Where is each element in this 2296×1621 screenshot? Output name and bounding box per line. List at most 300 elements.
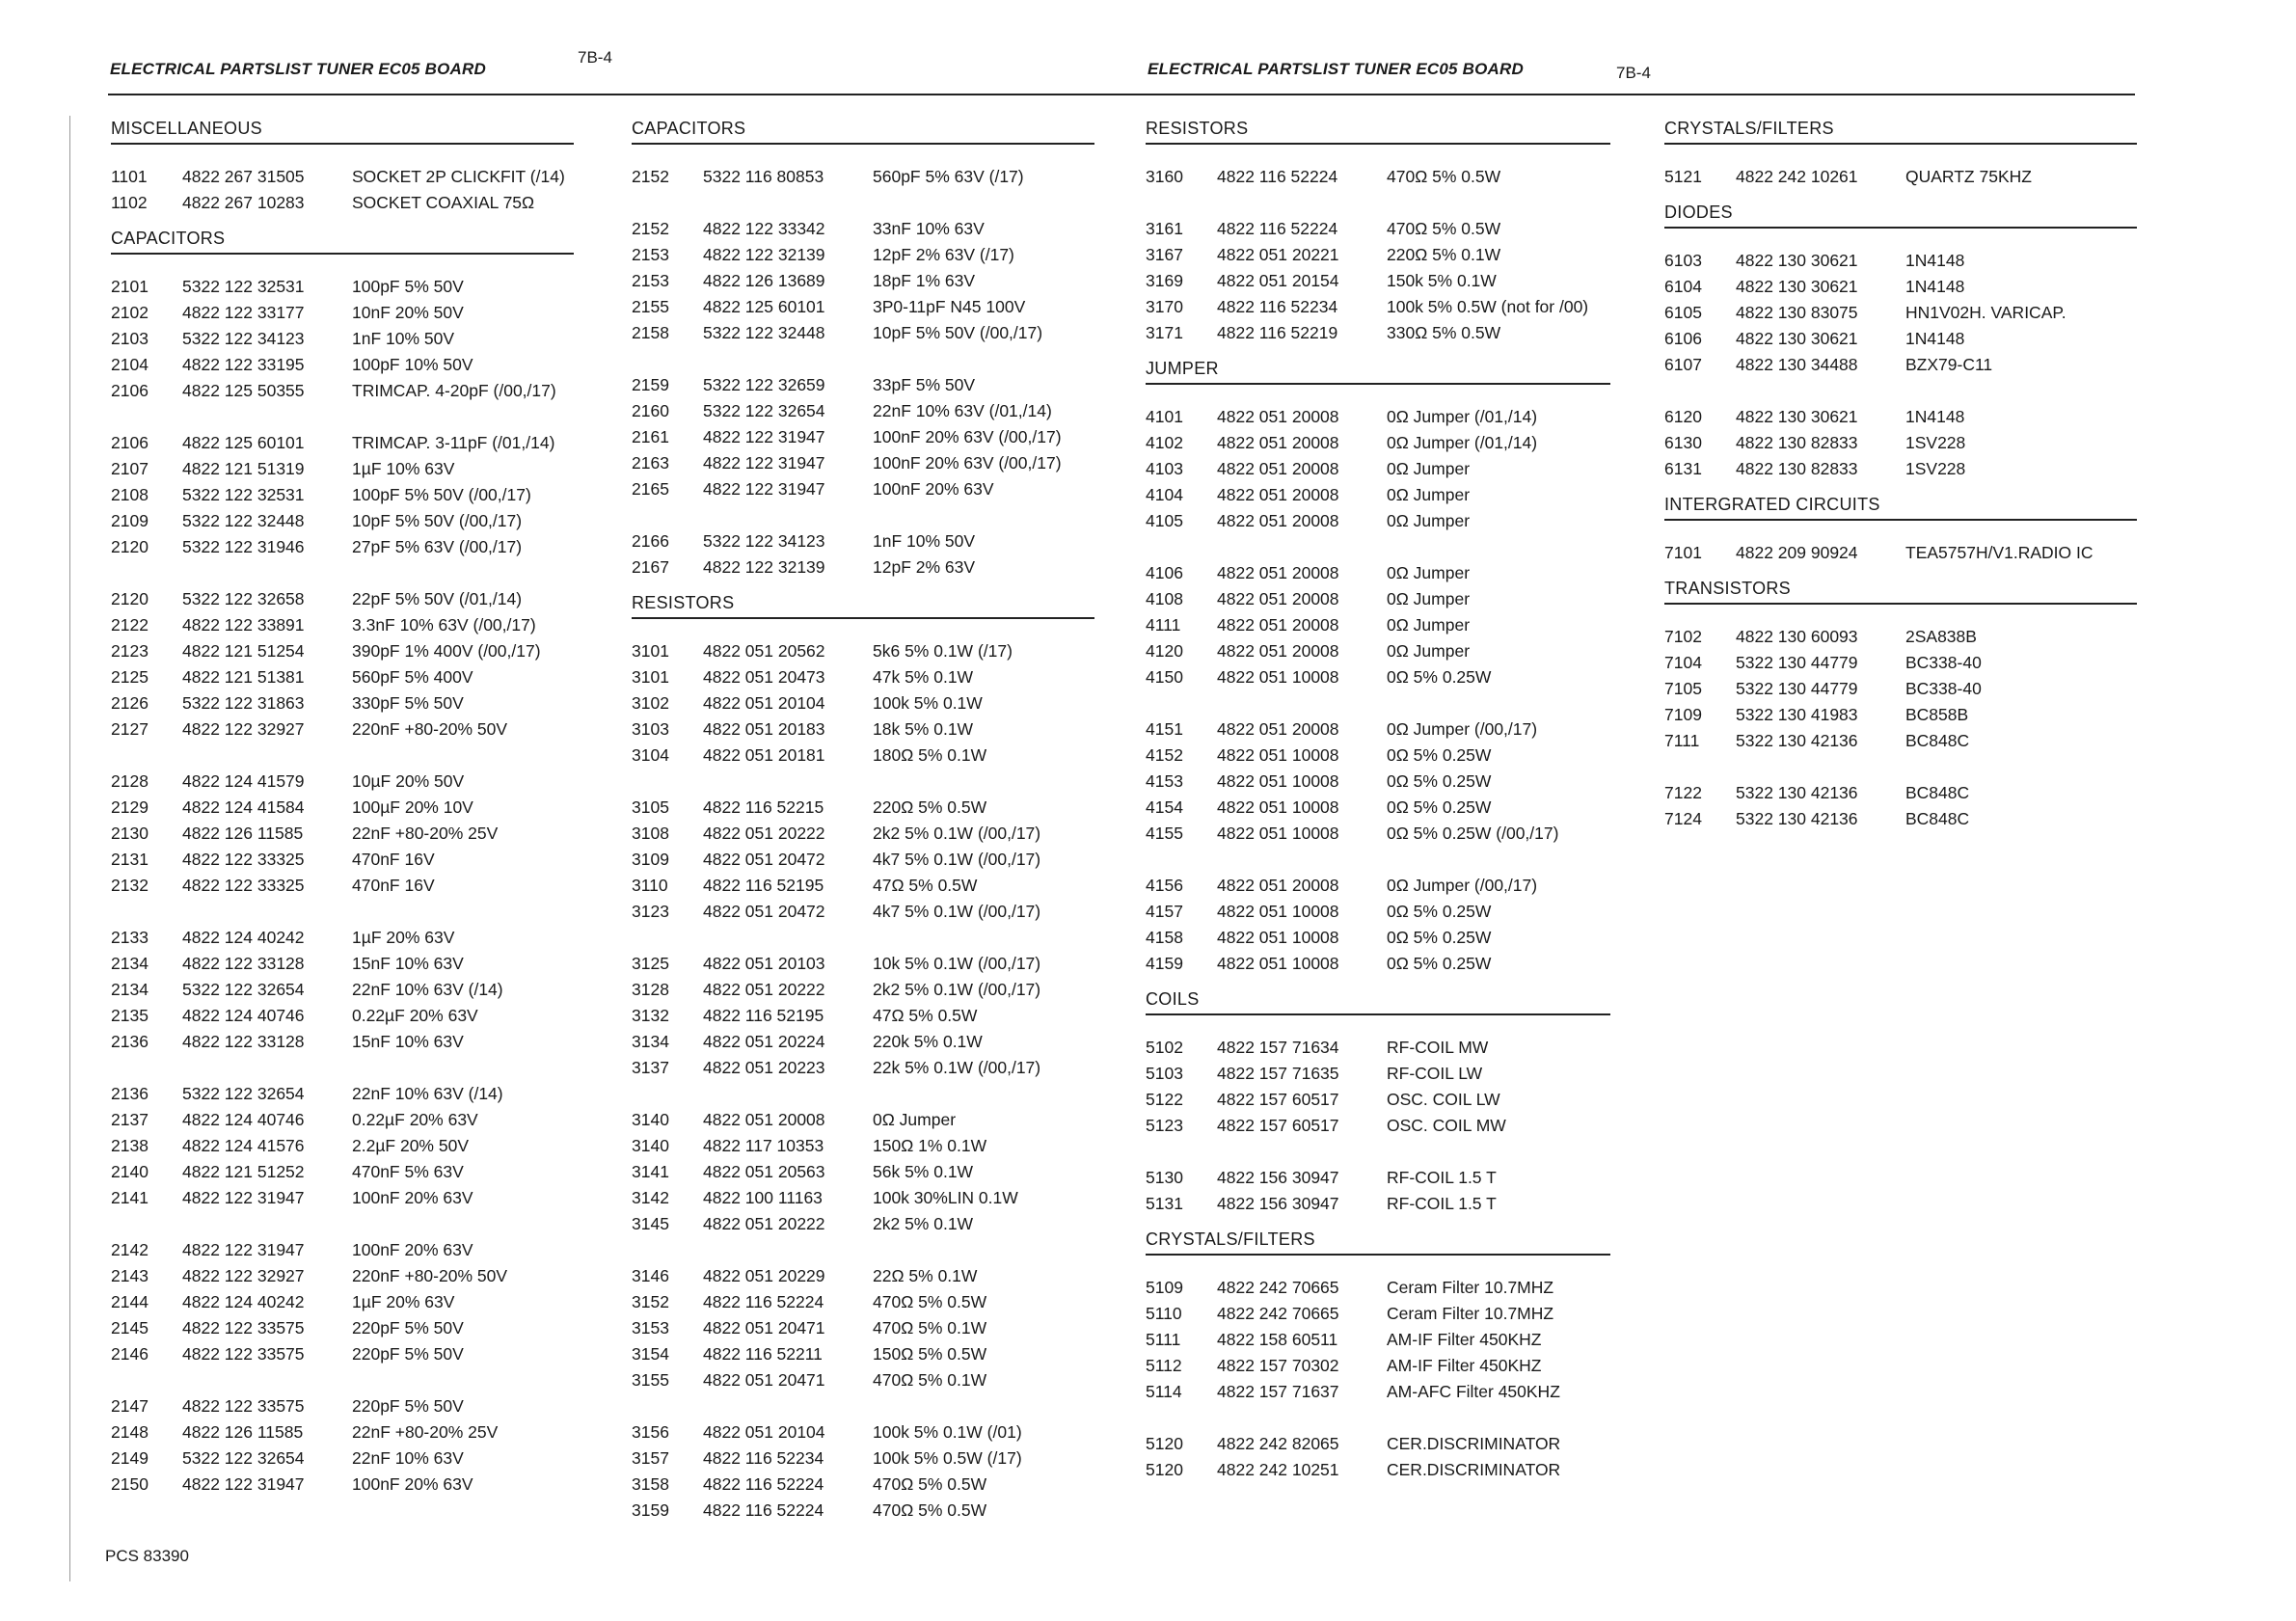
part-description: 22nF 10% 63V (/14) [352,1084,503,1103]
part-description: 470Ω 5% 0.5W [1387,167,1501,186]
part-code: 4822 157 71634 [1217,1038,1339,1057]
part-position: 4150 [1146,667,1183,687]
part-row [1664,806,2137,832]
part-position: 3154 [632,1344,669,1364]
parts-section [1664,574,2137,832]
part-row [111,1472,574,1498]
part-row [111,873,574,899]
part-code: 4822 051 20562 [703,641,825,661]
part-position: 3146 [632,1266,669,1285]
part-position: 2128 [111,771,149,791]
part-code: 4822 051 20221 [1217,245,1339,264]
part-row [1146,612,1610,638]
part-code: 5322 122 32654 [703,401,825,420]
part-code: 4822 124 40242 [182,928,305,947]
part-row [1146,456,1610,482]
part-code: 4822 051 20008 [1217,563,1339,582]
part-code: 4822 051 20473 [703,667,825,687]
part-position: 2132 [111,876,149,895]
part-position: 3142 [632,1188,669,1207]
part-position: 3161 [1146,219,1183,238]
part-description: 1N4148 [1905,251,1965,270]
part-row [1664,274,2137,300]
part-position: 2123 [111,641,149,661]
part-position: 3167 [1146,245,1183,264]
part-description: 470Ω 5% 0.5W [873,1474,987,1494]
section-rule [111,143,574,145]
part-description: 100pF 5% 50V [352,277,464,296]
part-row [1146,216,1610,242]
part-position: 2130 [111,824,149,843]
part-description: 10pF 5% 50V (/00,/17) [873,323,1043,342]
part-code: 5322 130 42136 [1736,783,1858,802]
part-code: 4822 051 20183 [703,719,825,739]
part-description: OSC. COIL MW [1387,1116,1506,1135]
part-description: AM-IF Filter 450KHZ [1387,1356,1542,1375]
part-row [111,378,574,404]
part-position: 5131 [1146,1194,1183,1213]
part-row [111,1419,574,1445]
parts-section [1664,198,2137,482]
part-position: 3104 [632,745,669,765]
part-row [1664,540,2137,566]
part-description: 12pF 2% 63V (/17) [873,245,1014,264]
part-row [632,554,1094,581]
part-code: 4822 051 20008 [1217,485,1339,504]
part-row [632,716,1094,743]
part-code: 4822 130 82833 [1736,433,1858,452]
part-position: 2150 [111,1474,149,1494]
part-description: 220pF 5% 50V [352,1396,464,1416]
part-code: 4822 051 20103 [703,954,825,973]
part-code: 4822 116 52224 [1217,167,1338,186]
part-description: 470Ω 5% 0.5W [873,1292,987,1311]
part-row [1146,586,1610,612]
section-title: DIODES [1664,203,1733,222]
part-row [1146,268,1610,294]
part-row [632,873,1094,899]
part-row [111,1315,574,1341]
part-code: 4822 051 20471 [703,1370,825,1390]
part-position: 2101 [111,277,149,296]
part-description: 1nF 10% 50V [873,531,976,551]
part-row [111,352,574,378]
part-row [632,424,1094,450]
part-code: 4822 125 60101 [703,297,825,316]
part-description: 0Ω 5% 0.25W [1387,928,1492,947]
part-position: 4111 [1146,615,1181,635]
part-code: 4822 116 52224 [1217,219,1338,238]
part-row [1146,242,1610,268]
part-row [632,242,1094,268]
part-row [1664,326,2137,352]
part-description: 220Ω 5% 0.5W [873,797,987,817]
part-position: 2106 [111,381,149,400]
part-description: 15nF 10% 63V [352,1032,464,1051]
part-code: 4822 124 40746 [182,1006,305,1025]
group-spacer [111,743,574,769]
part-position: 2158 [632,323,669,342]
part-code: 4822 116 52195 [703,876,824,895]
page-number-right: 7B-4 [1616,64,1651,82]
part-code: 4822 122 32139 [703,557,825,577]
part-row [111,1081,574,1107]
part-row [632,899,1094,925]
part-description: 470nF 5% 63V [352,1162,464,1181]
part-position: 2104 [111,355,149,374]
part-row [1664,164,2137,190]
part-row [632,294,1094,320]
part-row [632,476,1094,502]
part-code: 4822 051 10008 [1217,797,1339,817]
part-code: 4822 130 30621 [1736,329,1858,348]
part-row [1146,821,1610,847]
section-title: CAPACITORS [632,119,746,138]
part-position: 3105 [632,797,669,817]
section-rule [1146,383,1610,385]
document-code: PCS 83390 [105,1547,189,1565]
part-description: 22nF 10% 63V (/01,/14) [873,401,1052,420]
part-row [111,1341,574,1367]
part-position: 2166 [632,531,669,551]
part-row [1146,1353,1610,1379]
header-rule-right [1148,94,2135,95]
part-code: 4822 122 32927 [182,1266,305,1285]
part-code: 5322 122 32654 [182,980,305,999]
part-code: 4822 051 20104 [703,693,825,713]
part-code: 4822 116 52234 [1217,297,1338,316]
part-description: 220pF 5% 50V [352,1318,464,1337]
part-description: 2k2 5% 0.1W (/00,/17) [873,824,1041,843]
part-row [111,300,574,326]
part-position: 3155 [632,1370,669,1390]
part-code: 4822 124 40242 [182,1292,305,1311]
part-code: 4822 116 52211 [703,1344,823,1364]
part-row [632,1211,1094,1237]
part-position: 2135 [111,1006,149,1025]
part-description: HN1V02H. VARICAP. [1905,303,2066,322]
part-position: 6131 [1664,459,1702,478]
part-row [1664,300,2137,326]
part-row [111,951,574,977]
part-row [632,690,1094,716]
part-row [111,164,574,190]
part-description: 3P0-11pF N45 100V [873,297,1026,316]
part-position: 3125 [632,954,669,973]
section-rule [1146,143,1610,145]
part-code: 4822 121 51254 [182,641,305,661]
part-description: SOCKET COAXIAL 75Ω [352,193,535,212]
part-position: 7124 [1664,809,1702,828]
part-position: 4155 [1146,824,1183,843]
page-header-right: ELECTRICAL PARTSLIST TUNER EC05 BOARD [1148,60,1524,78]
part-row [1146,430,1610,456]
part-position: 3102 [632,693,669,713]
part-code: 4822 130 83075 [1736,303,1858,322]
group-spacer [111,1367,574,1393]
part-position: 2134 [111,954,149,973]
part-code: 4822 121 51252 [182,1162,305,1181]
part-position: 2159 [632,375,669,394]
part-description: RF-COIL MW [1387,1038,1489,1057]
part-position: 7104 [1664,653,1702,672]
part-row [111,690,574,716]
part-position: 4102 [1146,433,1183,452]
part-position: 2102 [111,303,149,322]
part-description: 470Ω 5% 0.1W [873,1318,987,1337]
part-code: 4822 051 20222 [703,1214,825,1233]
part-description: 100k 5% 0.5W (/17) [873,1448,1022,1468]
page-number-left: 7B-4 [578,48,612,67]
part-description: 470nF 16V [352,850,435,869]
part-description: 470Ω 5% 0.5W [1387,219,1501,238]
group-spacer [1664,754,2137,780]
part-position: 3128 [632,980,669,999]
parts-column-3 [1146,106,1610,1483]
section-rule [1664,603,2137,605]
part-description: 18pF 1% 63V [873,271,976,290]
part-code: 4822 116 52224 [703,1500,824,1520]
part-row [1146,294,1610,320]
part-position: 2108 [111,485,149,504]
group-spacer [1146,534,1610,560]
part-code: 4822 122 33575 [182,1396,305,1416]
part-position: 6105 [1664,303,1702,322]
part-row [111,508,574,534]
part-row [111,847,574,873]
part-position: 4159 [1146,954,1183,973]
part-code: 5322 130 42136 [1736,731,1858,750]
part-description: 22pF 5% 50V (/01,/14) [352,589,523,608]
part-row [111,1107,574,1133]
part-code: 5322 122 32654 [182,1084,305,1103]
part-position: 2142 [111,1240,149,1259]
part-description: 22k 5% 0.1W (/00,/17) [873,1058,1041,1077]
part-row [1146,482,1610,508]
part-description: 0Ω 5% 0.25W [1387,954,1492,973]
part-position: 5111 [1146,1330,1181,1349]
part-description: 33nF 10% 63V [873,219,985,238]
part-description: BC848C [1905,731,1970,750]
section-title: RESISTORS [1146,119,1249,138]
group-spacer [1146,190,1610,216]
part-code: 4822 122 31947 [703,453,825,473]
part-code: 4822 051 20008 [1217,589,1339,608]
part-description: SOCKET 2P CLICKFIT (/14) [352,167,565,186]
part-row [111,1445,574,1472]
part-description: 5k6 5% 0.1W (/17) [873,641,1013,661]
part-description: 1N4148 [1905,329,1965,348]
section-rule [1146,1013,1610,1015]
part-code: 4822 051 20471 [703,1318,825,1337]
group-spacer [632,190,1094,216]
part-position: 2149 [111,1448,149,1468]
part-code: 4822 122 33128 [182,954,305,973]
section-rule [111,253,574,255]
part-description: 18k 5% 0.1W [873,719,974,739]
part-code: 4822 051 20472 [703,902,825,921]
part-code: 4822 122 33342 [703,219,825,238]
part-row [1146,320,1610,346]
part-code: 4822 122 31947 [182,1240,305,1259]
part-description: 56k 5% 0.1W [873,1162,974,1181]
part-position: 2129 [111,797,149,817]
part-description: BC848C [1905,783,1970,802]
part-position: 7111 [1664,731,1700,750]
part-row [1146,1061,1610,1087]
part-code: 4822 157 71637 [1217,1382,1339,1401]
part-description: BC338-40 [1905,653,1982,672]
group-spacer [1146,690,1610,716]
part-row [111,456,574,482]
part-row [632,847,1094,873]
part-code: 4822 117 10353 [703,1136,824,1155]
part-position: 3140 [632,1110,669,1129]
part-code: 4822 124 41579 [182,771,305,791]
part-code: 5322 130 42136 [1736,809,1858,828]
part-code: 4822 126 11585 [182,824,304,843]
part-position: 2152 [632,219,669,238]
part-position: 4151 [1146,719,1183,739]
part-code: 4822 242 70665 [1217,1278,1339,1297]
part-row [632,1498,1094,1524]
part-description: 4k7 5% 0.1W (/00,/17) [873,902,1041,921]
part-position: 2125 [111,667,149,687]
part-position: 5120 [1146,1460,1183,1479]
part-position: 5122 [1146,1090,1183,1109]
part-position: 2155 [632,297,669,316]
part-position: 6104 [1664,277,1702,296]
part-description: 2.2µF 20% 50V [352,1136,469,1155]
parts-section [111,114,574,216]
part-description: 100µF 20% 10V [352,797,473,817]
part-code: 4822 122 31947 [182,1474,305,1494]
part-position: 3158 [632,1474,669,1494]
part-row [632,664,1094,690]
part-code: 4822 130 60093 [1736,627,1858,646]
section-rule [1146,1254,1610,1256]
part-row [632,268,1094,294]
part-description: TRIMCAP. 3-11pF (/01,/14) [352,433,555,452]
part-code: 4822 157 60517 [1217,1116,1339,1135]
section-rule [1664,519,2137,521]
part-row [1664,248,2137,274]
part-position: 3160 [1146,167,1183,186]
part-row [632,1367,1094,1393]
part-row [111,430,574,456]
part-code: 4822 122 33325 [182,850,305,869]
part-row [111,190,574,216]
part-code: 5322 122 32448 [703,323,825,342]
part-description: 2SA838B [1905,627,1977,646]
part-position: 4103 [1146,459,1183,478]
part-position: 3108 [632,824,669,843]
page-header-left: ELECTRICAL PARTSLIST TUNER EC05 BOARD [110,60,486,78]
part-row [1146,404,1610,430]
part-position: 2122 [111,615,149,635]
group-spacer [632,1081,1094,1107]
part-description: AM-IF Filter 450KHZ [1387,1330,1542,1349]
part-description: RF-COIL 1.5 T [1387,1168,1497,1187]
part-position: 7109 [1664,705,1702,724]
part-code: 4822 051 20222 [703,824,825,843]
part-description: 1N4148 [1905,277,1965,296]
part-row [632,1419,1094,1445]
part-code: 4822 051 20008 [1217,511,1339,530]
part-code: 4822 051 10008 [1217,954,1339,973]
part-description: 330Ω 5% 0.5W [1387,323,1501,342]
part-row [632,372,1094,398]
part-row [632,1315,1094,1341]
section-title: RESISTORS [632,593,735,612]
section-title: CRYSTALS/FILTERS [1664,119,1834,138]
part-description: 390pF 1% 400V (/00,/17) [352,641,541,661]
part-code: 4822 209 90924 [1736,543,1858,562]
part-description: 3.3nF 10% 63V (/00,/17) [352,615,536,635]
part-code: 4822 157 71635 [1217,1064,1339,1083]
group-spacer [632,1393,1094,1419]
part-row [632,1472,1094,1498]
part-code: 4822 122 32139 [703,245,825,264]
part-row [1664,780,2137,806]
part-code: 4822 051 20008 [1217,615,1339,635]
part-description: 22nF 10% 63V [352,1448,464,1468]
part-description: 27pF 5% 63V (/00,/17) [352,537,523,556]
part-row [632,638,1094,664]
part-row [111,1133,574,1159]
part-position: 3159 [632,1500,669,1520]
part-description: 150Ω 5% 0.5W [873,1344,987,1364]
part-description: 220k 5% 0.1W [873,1032,983,1051]
part-description: 0Ω Jumper [1387,641,1471,661]
part-code: 4822 130 30621 [1736,251,1858,270]
part-position: 1101 [111,167,148,186]
group-spacer [1146,1139,1610,1165]
part-row [632,1263,1094,1289]
part-position: 3101 [632,641,669,661]
part-code: 5322 122 32654 [182,1448,305,1468]
part-row [1146,1327,1610,1353]
parts-column-4 [1664,106,2137,832]
part-description: 100k 5% 0.1W [873,693,983,713]
part-position: 2120 [111,537,149,556]
part-description: 470Ω 5% 0.5W [873,1500,987,1520]
group-spacer [1146,1405,1610,1431]
part-code: 4822 051 20008 [703,1110,825,1129]
part-position: 4158 [1146,928,1183,947]
part-position: 2144 [111,1292,149,1311]
part-code: 5322 122 32448 [182,511,305,530]
part-description: 0Ω Jumper [1387,589,1471,608]
parts-section [1146,985,1610,1217]
part-code: 4822 130 34488 [1736,355,1858,374]
part-code: 4822 157 60517 [1217,1090,1339,1109]
part-description: 33pF 5% 50V [873,375,976,394]
part-description: 1µF 10% 63V [352,459,455,478]
part-description: 100pF 10% 50V [352,355,473,374]
part-code: 5322 122 32658 [182,589,305,608]
part-position: 4157 [1146,902,1183,921]
part-code: 4822 122 33128 [182,1032,305,1051]
group-spacer [632,769,1094,795]
part-position: 3137 [632,1058,669,1077]
part-row [111,274,574,300]
part-position: 7102 [1664,627,1702,646]
part-code: 4822 267 10283 [182,193,305,212]
part-row [1146,1113,1610,1139]
part-code: 4822 267 31505 [182,167,305,186]
part-position: 7105 [1664,679,1702,698]
